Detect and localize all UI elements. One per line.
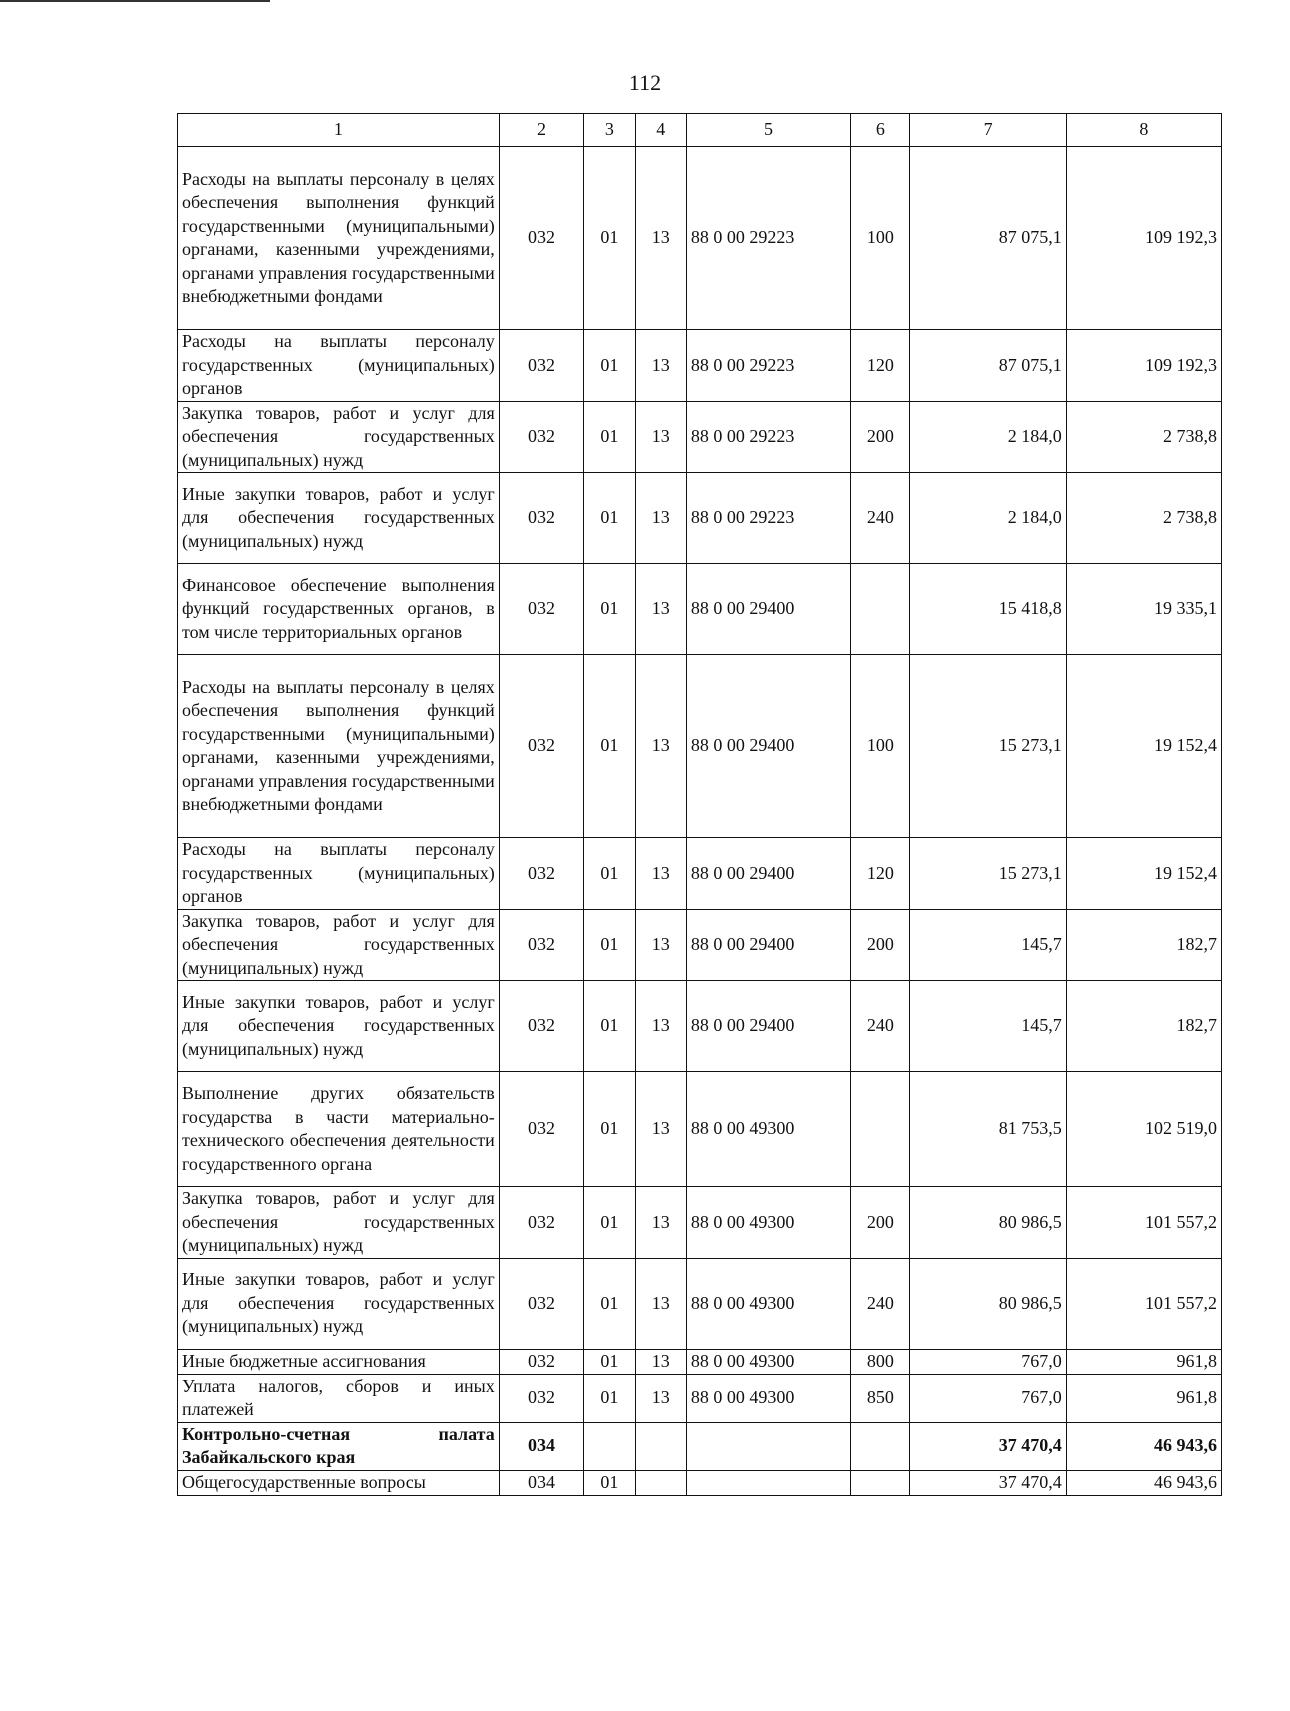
cell-expense-type: 240 bbox=[851, 981, 910, 1072]
cell-subsection: 13 bbox=[635, 473, 686, 564]
cell-section: 01 bbox=[584, 1258, 635, 1349]
row-description: Расходы на выплаты персоналу государственных (муниципальных) органов bbox=[178, 838, 500, 910]
cell-expense-type: 100 bbox=[851, 147, 910, 330]
cell-subsection bbox=[635, 1470, 686, 1495]
cell-section: 01 bbox=[584, 1349, 635, 1374]
table-row bbox=[178, 1187, 1222, 1259]
column-header: 8 bbox=[1066, 114, 1221, 147]
cell-target-article: 88 0 00 29400 bbox=[686, 838, 850, 910]
cell-amount-year-2: 101 557,2 bbox=[1066, 1187, 1221, 1259]
row-description: Финансовое обеспечение выполнения функций государственных органов, в том числе территориальных органов bbox=[178, 564, 500, 655]
cell-admin-code: 032 bbox=[499, 330, 583, 402]
cell-subsection: 13 bbox=[635, 1349, 686, 1374]
table-row bbox=[178, 1072, 1222, 1187]
cell-amount-year-1: 37 470,4 bbox=[910, 1470, 1066, 1495]
cell-expense-type: 100 bbox=[851, 655, 910, 838]
table-row bbox=[178, 1258, 1222, 1349]
cell-amount-year-2: 961,8 bbox=[1066, 1374, 1221, 1422]
cell-target-article: 88 0 00 29400 bbox=[686, 655, 850, 838]
table-row bbox=[178, 981, 1222, 1072]
column-header: 2 bbox=[499, 114, 583, 147]
cell-expense-type: 200 bbox=[851, 909, 910, 981]
cell-subsection: 13 bbox=[635, 981, 686, 1072]
column-header: 6 bbox=[851, 114, 910, 147]
cell-admin-code: 032 bbox=[499, 564, 583, 655]
cell-amount-year-1: 80 986,5 bbox=[910, 1258, 1066, 1349]
cell-subsection: 13 bbox=[635, 1072, 686, 1187]
cell-amount-year-1: 87 075,1 bbox=[910, 147, 1066, 330]
row-description: Закупка товаров, работ и услуг для обеспечения государственных (муниципальных) нужд bbox=[178, 909, 500, 981]
cell-subsection: 13 bbox=[635, 655, 686, 838]
cell-expense-type: 200 bbox=[851, 401, 910, 473]
cell-target-article: 88 0 00 49300 bbox=[686, 1072, 850, 1187]
cell-section: 01 bbox=[584, 330, 635, 402]
cell-section: 01 bbox=[584, 838, 635, 910]
row-description: Контрольно-счетная палата Забайкальского края bbox=[178, 1422, 500, 1470]
table-header-row bbox=[178, 114, 1222, 147]
row-description: Иные закупки товаров, работ и услуг для обеспечения государственных (муниципальных) нужд bbox=[178, 981, 500, 1072]
cell-admin-code: 032 bbox=[499, 1349, 583, 1374]
cell-subsection: 13 bbox=[635, 1258, 686, 1349]
cell-subsection: 13 bbox=[635, 147, 686, 330]
cell-section bbox=[584, 1422, 635, 1470]
table-row bbox=[178, 330, 1222, 402]
cell-section: 01 bbox=[584, 401, 635, 473]
column-header: 4 bbox=[635, 114, 686, 147]
cell-target-article bbox=[686, 1470, 850, 1495]
cell-amount-year-1: 80 986,5 bbox=[910, 1187, 1066, 1259]
cell-amount-year-1: 2 184,0 bbox=[910, 473, 1066, 564]
cell-target-article: 88 0 00 29223 bbox=[686, 330, 850, 402]
cell-amount-year-1: 15 273,1 bbox=[910, 838, 1066, 910]
cell-section: 01 bbox=[584, 564, 635, 655]
cell-admin-code: 034 bbox=[499, 1470, 583, 1495]
row-description: Расходы на выплаты персоналу государственных (муниципальных) органов bbox=[178, 330, 500, 402]
cell-amount-year-2: 19 152,4 bbox=[1066, 655, 1221, 838]
column-header: 5 bbox=[686, 114, 850, 147]
cell-section: 01 bbox=[584, 909, 635, 981]
row-description: Закупка товаров, работ и услуг для обеспечения государственных (муниципальных) нужд bbox=[178, 1187, 500, 1259]
budget-table bbox=[177, 113, 1222, 1496]
cell-expense-type: 240 bbox=[851, 473, 910, 564]
table-row bbox=[178, 655, 1222, 838]
cell-target-article bbox=[686, 1422, 850, 1470]
row-description: Расходы на выплаты персоналу в целях обеспечения выполнения функций государственными (муниципальными) органами, казенными учреждениями, органами управления государственными внебюджетными фондами bbox=[178, 147, 500, 330]
cell-amount-year-2: 961,8 bbox=[1066, 1349, 1221, 1374]
cell-amount-year-1: 81 753,5 bbox=[910, 1072, 1066, 1187]
table-row bbox=[178, 1470, 1222, 1495]
cell-section: 01 bbox=[584, 655, 635, 838]
cell-amount-year-2: 182,7 bbox=[1066, 909, 1221, 981]
cell-target-article: 88 0 00 29400 bbox=[686, 564, 850, 655]
cell-subsection: 13 bbox=[635, 1374, 686, 1422]
cell-expense-type bbox=[851, 564, 910, 655]
row-description: Общегосударственные вопросы bbox=[178, 1470, 500, 1495]
row-description: Выполнение других обязательств государства в части материально-технического обеспечения деятельности государственного органа bbox=[178, 1072, 500, 1187]
cell-expense-type: 800 bbox=[851, 1349, 910, 1374]
cell-target-article: 88 0 00 49300 bbox=[686, 1374, 850, 1422]
column-header: 1 bbox=[178, 114, 500, 147]
cell-expense-type: 120 bbox=[851, 330, 910, 402]
table-row bbox=[178, 401, 1222, 473]
cell-section: 01 bbox=[584, 147, 635, 330]
cell-amount-year-2: 182,7 bbox=[1066, 981, 1221, 1072]
row-description: Уплата налогов, сборов и иных платежей bbox=[178, 1374, 500, 1422]
cell-section: 01 bbox=[584, 1374, 635, 1422]
page-number: 112 bbox=[628, 70, 662, 95]
table-row bbox=[178, 838, 1222, 910]
row-description: Иные бюджетные ассигнования bbox=[178, 1349, 500, 1374]
cell-expense-type: 200 bbox=[851, 1187, 910, 1259]
row-description: Иные закупки товаров, работ и услуг для обеспечения государственных (муниципальных) нужд bbox=[178, 1258, 500, 1349]
cell-subsection: 13 bbox=[635, 564, 686, 655]
cell-subsection: 13 bbox=[635, 838, 686, 910]
cell-amount-year-1: 767,0 bbox=[910, 1374, 1066, 1422]
column-header: 7 bbox=[910, 114, 1066, 147]
cell-target-article: 88 0 00 29400 bbox=[686, 909, 850, 981]
cell-admin-code: 032 bbox=[499, 838, 583, 910]
cell-amount-year-2: 19 335,1 bbox=[1066, 564, 1221, 655]
table-row bbox=[178, 147, 1222, 330]
cell-amount-year-2: 101 557,2 bbox=[1066, 1258, 1221, 1349]
table-row bbox=[178, 473, 1222, 564]
cell-expense-type bbox=[851, 1072, 910, 1187]
cell-amount-year-2: 46 943,6 bbox=[1066, 1422, 1221, 1470]
cell-amount-year-1: 15 418,8 bbox=[910, 564, 1066, 655]
cell-section: 01 bbox=[584, 1187, 635, 1259]
cell-amount-year-2: 19 152,4 bbox=[1066, 838, 1221, 910]
cell-expense-type: 240 bbox=[851, 1258, 910, 1349]
cell-admin-code: 032 bbox=[499, 401, 583, 473]
cell-subsection: 13 bbox=[635, 1187, 686, 1259]
cell-amount-year-1: 15 273,1 bbox=[910, 655, 1066, 838]
cell-target-article: 88 0 00 29400 bbox=[686, 981, 850, 1072]
cell-subsection bbox=[635, 1422, 686, 1470]
cell-subsection: 13 bbox=[635, 401, 686, 473]
cell-target-article: 88 0 00 29223 bbox=[686, 473, 850, 564]
table-row bbox=[178, 1422, 1222, 1470]
cell-amount-year-2: 109 192,3 bbox=[1066, 330, 1221, 402]
cell-target-article: 88 0 00 49300 bbox=[686, 1187, 850, 1259]
cell-section: 01 bbox=[584, 1072, 635, 1187]
cell-amount-year-2: 46 943,6 bbox=[1066, 1470, 1221, 1495]
table-row bbox=[178, 1374, 1222, 1422]
cell-amount-year-2: 102 519,0 bbox=[1066, 1072, 1221, 1187]
row-description: Расходы на выплаты персоналу в целях обеспечения выполнения функций государственными (муниципальными) органами, казенными учреждениями, органами управления государственными внебюджетными фондами bbox=[178, 655, 500, 838]
row-description: Иные закупки товаров, работ и услуг для обеспечения государственных (муниципальных) нужд bbox=[178, 473, 500, 564]
cell-section: 01 bbox=[584, 981, 635, 1072]
cell-admin-code: 032 bbox=[499, 981, 583, 1072]
cell-target-article: 88 0 00 29223 bbox=[686, 401, 850, 473]
cell-admin-code: 032 bbox=[499, 473, 583, 564]
table-row bbox=[178, 1349, 1222, 1374]
cell-subsection: 13 bbox=[635, 330, 686, 402]
cell-expense-type: 120 bbox=[851, 838, 910, 910]
cell-admin-code: 032 bbox=[499, 1187, 583, 1259]
cell-amount-year-1: 87 075,1 bbox=[910, 330, 1066, 402]
cell-subsection: 13 bbox=[635, 909, 686, 981]
cell-target-article: 88 0 00 49300 bbox=[686, 1258, 850, 1349]
cell-section: 01 bbox=[584, 473, 635, 564]
cell-admin-code: 032 bbox=[499, 655, 583, 838]
cell-amount-year-1: 2 184,0 bbox=[910, 401, 1066, 473]
scan-edge-line bbox=[0, 0, 270, 2]
cell-target-article: 88 0 00 29223 bbox=[686, 147, 850, 330]
cell-amount-year-1: 767,0 bbox=[910, 1349, 1066, 1374]
cell-expense-type bbox=[851, 1470, 910, 1495]
cell-expense-type: 850 bbox=[851, 1374, 910, 1422]
cell-amount-year-2: 2 738,8 bbox=[1066, 473, 1221, 564]
cell-amount-year-1: 145,7 bbox=[910, 981, 1066, 1072]
table-row bbox=[178, 564, 1222, 655]
cell-amount-year-1: 37 470,4 bbox=[910, 1422, 1066, 1470]
cell-admin-code: 032 bbox=[499, 1072, 583, 1187]
cell-section: 01 bbox=[584, 1470, 635, 1495]
cell-amount-year-2: 109 192,3 bbox=[1066, 147, 1221, 330]
column-header: 3 bbox=[584, 114, 635, 147]
table-row bbox=[178, 909, 1222, 981]
cell-expense-type bbox=[851, 1422, 910, 1470]
cell-admin-code: 034 bbox=[499, 1422, 583, 1470]
cell-admin-code: 032 bbox=[499, 1258, 583, 1349]
cell-admin-code: 032 bbox=[499, 1374, 583, 1422]
cell-admin-code: 032 bbox=[499, 909, 583, 981]
cell-admin-code: 032 bbox=[499, 147, 583, 330]
cell-amount-year-2: 2 738,8 bbox=[1066, 401, 1221, 473]
row-description: Закупка товаров, работ и услуг для обеспечения государственных (муниципальных) нужд bbox=[178, 401, 500, 473]
cell-target-article: 88 0 00 49300 bbox=[686, 1349, 850, 1374]
cell-amount-year-1: 145,7 bbox=[910, 909, 1066, 981]
